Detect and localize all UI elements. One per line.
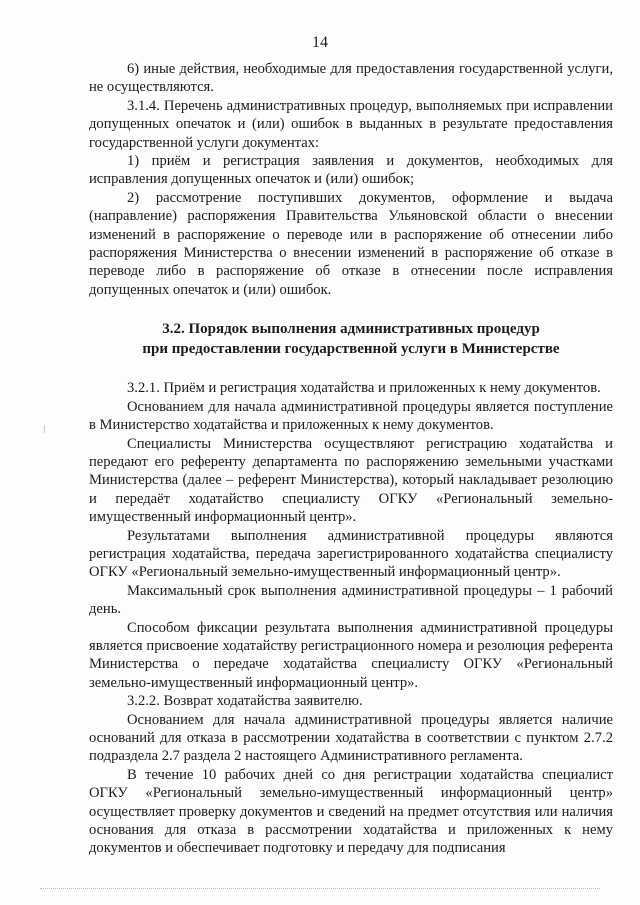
paragraph: Максимальный срок выполнения административной процедуры – 1 рабочий день. [89,582,613,618]
paragraph: 3.1.4. Перечень административных процедур, выполняемых при исправлении допущенных опечаток и (или) ошибок в выданных в результате предоставления государственной услуги документах: [89,97,613,151]
scan-bottom-edge [40,888,600,889]
paragraph: Основанием для начала административной процедуры является наличие оснований для отказа в рассмотрении ходатайства в соответствии с пунктом 2.7.2 подраздела 2.7 раздела 2 настоящего Административного регламента. [89,711,613,765]
paragraph: 6) иные действия, необходимые для предоставления государственной услуги, не осуществляются. [89,61,613,96]
document-body [89,60,613,858]
paragraph: Способом фиксации результата выполнения административной процедуры является присвоение ходатайству регистрационного номера и резолюция референта Министерства о передаче ходатайства специалисту ОГКУ «Региональный земельно-имущественный информационный центр». [89,619,613,691]
paragraph: 1) приём и регистрация заявления и документов, необходимых для исправления допущенных опечаток и (или) ошибок; [89,153,613,188]
section-heading-line: 3.2. Порядок выполнения административных процедур [162,321,540,338]
paragraph: В течение 10 рабочих дней со дня регистрации ходатайства специалист ОГКУ «Региональный земельно-имущественный информационный центр» осуществляет проверку документов и сведений на предмет отсутствия или наличия основания для отказа в рассмотрении ходатайства и приложенных к нему документов и обеспечивает подготовку и передачу для подписания [89,766,613,857]
section-heading-line: при предоставлении государственной услуги в Министерстве [142,341,560,358]
paragraph: 3.2.1. Приём и регистрация ходатайства и приложенных к нему документов. [127,380,601,397]
paragraph: Результатами выполнения административной процедуры являются регистрация ходатайства, передача зарегистрированного ходатайства специалисту ОГКУ «Региональный земельно-имущественный информационный центр». [89,527,613,581]
scan-margin-mark [44,425,45,433]
paragraph: Основанием для начала административной процедуры является поступление в Министерство ходатайства и приложенных к нему документов. [89,398,613,434]
paragraph: 2) рассмотрение поступивших документов, оформление и выдача (направление) распоряжения Правительства Ульяновской области о внесении изменений в распоряжение о переводе или в распоряжение об отнесении либо распоряжения Министерства о внесении изменений в распоряжение об отказе в переводе либо в распоряжение об отказе в отнесении после исправления допущенных опечаток и (или) ошибок. [89,189,613,298]
paragraph: 3.2.2. Возврат ходатайства заявителю. [127,693,363,710]
page-number: 14 [312,34,328,51]
paragraph: Специалисты Министерства осуществляют регистрацию ходатайства и передают его референту департамента по распоряжению земельными участками Министерства (далее – референт Министерства), который накладывает резолюцию и передаёт ходатайство специалисту ОГКУ «Региональный земельно-имущественный информационный центр». [89,435,613,526]
section-heading [89,319,613,359]
